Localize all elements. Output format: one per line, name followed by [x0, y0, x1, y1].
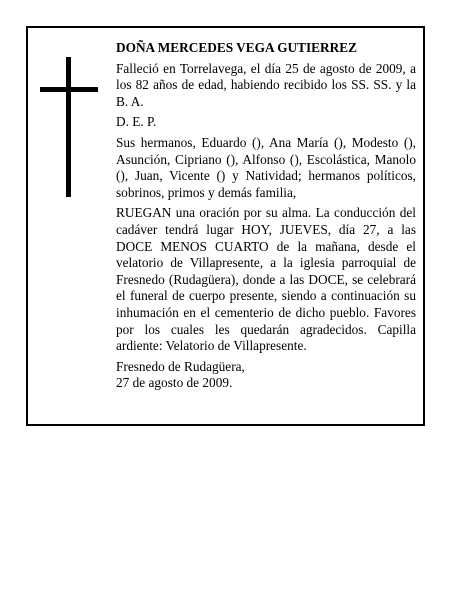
notice-closing: [116, 359, 416, 392]
deceased-name: DOÑA MERCEDES VEGA GUTIERREZ: [116, 40, 357, 55]
notice-date: 27 de agosto de 2009.: [116, 375, 233, 391]
obituary-notice: [26, 26, 425, 426]
death-statement: Falleció en Torrelavega, el día 25 de agosto de 2009, a los 82 años de edad, habiendo recibido los SS. SS. y la B. A.: [116, 60, 416, 109]
latin-cross-icon: [40, 57, 98, 197]
cross-horizontal-bar: [40, 87, 98, 92]
rest-in-peace: D. E. P.: [116, 114, 157, 130]
notice-place: Fresnedo de Rudagüera,: [116, 358, 245, 374]
notice-text: [116, 40, 416, 396]
family-list: Sus hermanos, Eduardo (), Ana María (), Modesto (), Asunción, Cipriano (), Alfonso (), Escolástica, Manolo (), Juan, Vicente () y Natividad; hermanos políticos, sobrinos, primos y demás familia,: [116, 134, 416, 200]
cross-vertical-bar: [66, 57, 71, 197]
funeral-details: RUEGAN una oración por su alma. La conducción del cadáver tendrá lugar HOY, JUEVES, día 27, a las DOCE MENOS CUARTO de la mañana, desde el velatorio de Villapresente, a la iglesia parroquial de Fresnedo (Rudagüera), donde a las DOCE, se celebrará el funeral de cuerpo presente, siendo a continuación su inhumación en el cementerio de dicho pueblo. Favores por los cuales les quedarán agradecidos. Capilla ardiente: Velatorio de Villapresente.: [116, 205, 416, 354]
